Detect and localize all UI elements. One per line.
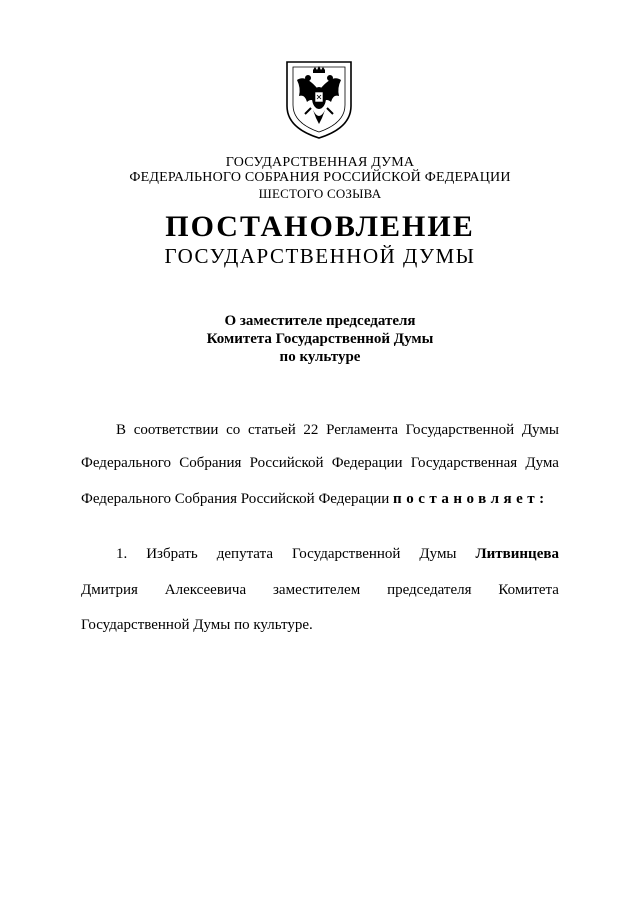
word: Государственная xyxy=(410,455,518,471)
preamble-text: Федерального Собрания Российской Федерации xyxy=(81,491,390,507)
word: Собрания xyxy=(179,455,242,471)
word: Избрать xyxy=(146,546,198,562)
word: Думы xyxy=(521,422,559,438)
word: Думы xyxy=(419,546,457,562)
document-title: ПОСТАНОВЛЕНИЕ xyxy=(165,210,475,243)
word: Федерального xyxy=(81,455,172,471)
document-subtitle: ГОСУДАРСТВЕННОЙ ДУМЫ xyxy=(164,244,476,268)
word: депутата xyxy=(216,546,273,562)
word: заместителем xyxy=(273,582,361,598)
word: Российской xyxy=(249,455,324,471)
preamble-line-1 xyxy=(116,422,559,439)
word: Дума xyxy=(525,455,559,471)
word: Государственной xyxy=(291,546,401,562)
word: Федерации xyxy=(331,455,403,471)
about-line-3: по культуре xyxy=(279,349,361,365)
item1-line-3: Государственной Думы по культуре. xyxy=(81,617,313,633)
decree-word: постановляет: xyxy=(393,491,549,507)
preamble-line-2 xyxy=(81,455,559,472)
word: В xyxy=(116,422,127,438)
item1-line-2 xyxy=(81,582,559,599)
word: Государственной xyxy=(405,422,515,438)
header-line-1: ГОСУДАРСТВЕННАЯ ДУМА xyxy=(225,155,415,170)
word: председателя xyxy=(387,582,472,598)
about-line-2: Комитета Государственной Думы xyxy=(206,331,434,347)
word: Регламента xyxy=(326,422,398,438)
about-line-1: О заместителе председателя xyxy=(224,313,416,329)
item1-line-1 xyxy=(116,546,559,563)
word: Дмитрия xyxy=(81,582,138,598)
header-line-3: ШЕСТОГО СОЗЫВА xyxy=(258,186,382,201)
word: Алексеевича xyxy=(164,582,247,598)
word: соответствии xyxy=(133,422,219,438)
word: статьей xyxy=(247,422,296,438)
word: со xyxy=(226,422,241,438)
deputy-surname: Литвинцева xyxy=(475,546,559,562)
preamble-line-3 xyxy=(81,491,559,508)
word: 1. xyxy=(116,546,128,562)
header-line-2: ФЕДЕРАЛЬНОГО СОБРАНИЯ РОССИЙСКОЙ ФЕДЕРАЦИИ xyxy=(129,170,511,185)
word: 22 xyxy=(303,422,319,438)
state-emblem-icon xyxy=(283,58,355,140)
word: Комитета xyxy=(498,582,559,598)
